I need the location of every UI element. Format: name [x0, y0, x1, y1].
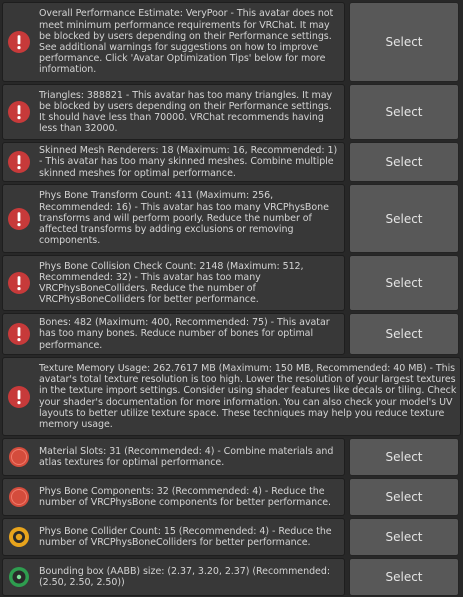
message-text: Overall Performance Estimate: VeryPoor - This avatar does not meet minimum performance requirements for VRChat. It may be blocked by users depending on their Performance settings. See additional warnings for suggestions on how to improve performance. Click 'Avatar Optimization Tips' below for more information. — [39, 8, 334, 76]
error-icon — [6, 99, 32, 125]
message-row-phys-bone-collision-check-count — [2, 255, 459, 311]
medium-warning-icon — [6, 524, 32, 550]
message-box — [2, 84, 345, 140]
message-row-phys-bone-collider-count — [2, 518, 459, 556]
poor-warning-icon — [6, 484, 32, 510]
message-text: Texture Memory Usage: 262.7617 MB (Maximum: 150 MB, Recommended: 40 MB) - This avatar's total texture resolution is too high. Lower the resolution of your largest textures in the texture import settings. Consider using shader features like decals or tiling. Check your shader's documentation for more information. You can also check your model's UV layouts to better utilize texture space. These techniques may help you reduce texture memory usage. — [39, 362, 457, 430]
message-box — [2, 2, 345, 82]
select-button[interactable]: Select — [349, 255, 459, 311]
error-icon — [6, 384, 32, 410]
select-button[interactable]: Select — [349, 558, 459, 596]
message-box — [2, 313, 345, 355]
message-text: Skinned Mesh Renderers: 18 (Maximum: 16, Recommended: 1) - This avatar has too many skinned meshes. Combine multiple skinned meshes for optimal performance. — [39, 145, 338, 179]
select-button[interactable]: Select — [349, 84, 459, 140]
message-row-triangles — [2, 84, 459, 140]
message-text: Bones: 482 (Maximum: 400, Recommended: 75) - This avatar has too many bones. Reduce number of bones for optimal performance. — [39, 317, 330, 351]
message-text: Material Slots: 31 (Recommended: 4) - Combine materials and atlas textures for optimal performance. — [39, 445, 334, 468]
message-row-overall-performance — [2, 2, 459, 82]
error-icon — [6, 29, 32, 55]
message-box — [2, 478, 345, 516]
message-box — [2, 357, 461, 436]
message-text: Phys Bone Transform Count: 411 (Maximum: 256, Recommended: 16) - This avatar has too many VRCPhysBone transforms and will perform poorly. Reduce the number of affected transforms by adding exclusions or removing components. — [39, 190, 329, 247]
message-text: Phys Bone Collision Check Count: 2148 (Maximum: 512, Recommended: 32) - This avatar has too many VRCPhysBoneColliders. Reduce the number of VRCPhysBoneColliders for better performance. — [39, 260, 304, 306]
error-icon — [6, 270, 32, 296]
message-row-bones — [2, 313, 459, 355]
message-text: Bounding box (AABB) size: (2.37, 3.20, 2.37) (Recommended: (2.50, 2.50, 2.50)) — [39, 565, 330, 588]
select-button[interactable]: Select — [349, 438, 459, 476]
error-icon — [6, 321, 32, 347]
select-button[interactable]: Select — [349, 518, 459, 556]
select-button[interactable]: Select — [349, 184, 459, 253]
error-icon — [6, 149, 32, 175]
message-row-material-slots — [2, 438, 459, 476]
select-button[interactable]: Select — [349, 313, 459, 355]
message-box — [2, 255, 345, 311]
select-button[interactable]: Select — [349, 2, 459, 82]
message-row-skinned-mesh-renderers — [2, 142, 459, 182]
message-row-bounding-box — [2, 558, 459, 596]
message-text: Triangles: 388821 - This avatar has too many triangles. It may be blocked by users depending on their Performance settings. It should have less than 70000. VRChat recommends having less than 32000. — [39, 89, 333, 135]
message-box — [2, 142, 345, 182]
select-button[interactable]: Select — [349, 478, 459, 516]
message-box — [2, 438, 345, 476]
select-button[interactable]: Select — [349, 142, 459, 182]
message-box — [2, 518, 345, 556]
message-text: Phys Bone Collider Count: 15 (Recommended: 4) - Reduce the number of VRCPhysBoneColliders for better performance. — [39, 525, 332, 548]
error-icon — [6, 206, 32, 232]
message-row-phys-bone-transform-count — [2, 184, 459, 253]
message-box — [2, 558, 345, 596]
poor-warning-icon — [6, 444, 32, 470]
message-box — [2, 184, 345, 253]
good-info-icon — [6, 564, 32, 590]
message-row-phys-bone-components — [2, 478, 459, 516]
message-row-texture-memory-usage — [2, 357, 461, 436]
message-text: Phys Bone Components: 32 (Recommended: 4) - Reduce the number of VRCPhysBone components for better performance. — [39, 485, 332, 508]
